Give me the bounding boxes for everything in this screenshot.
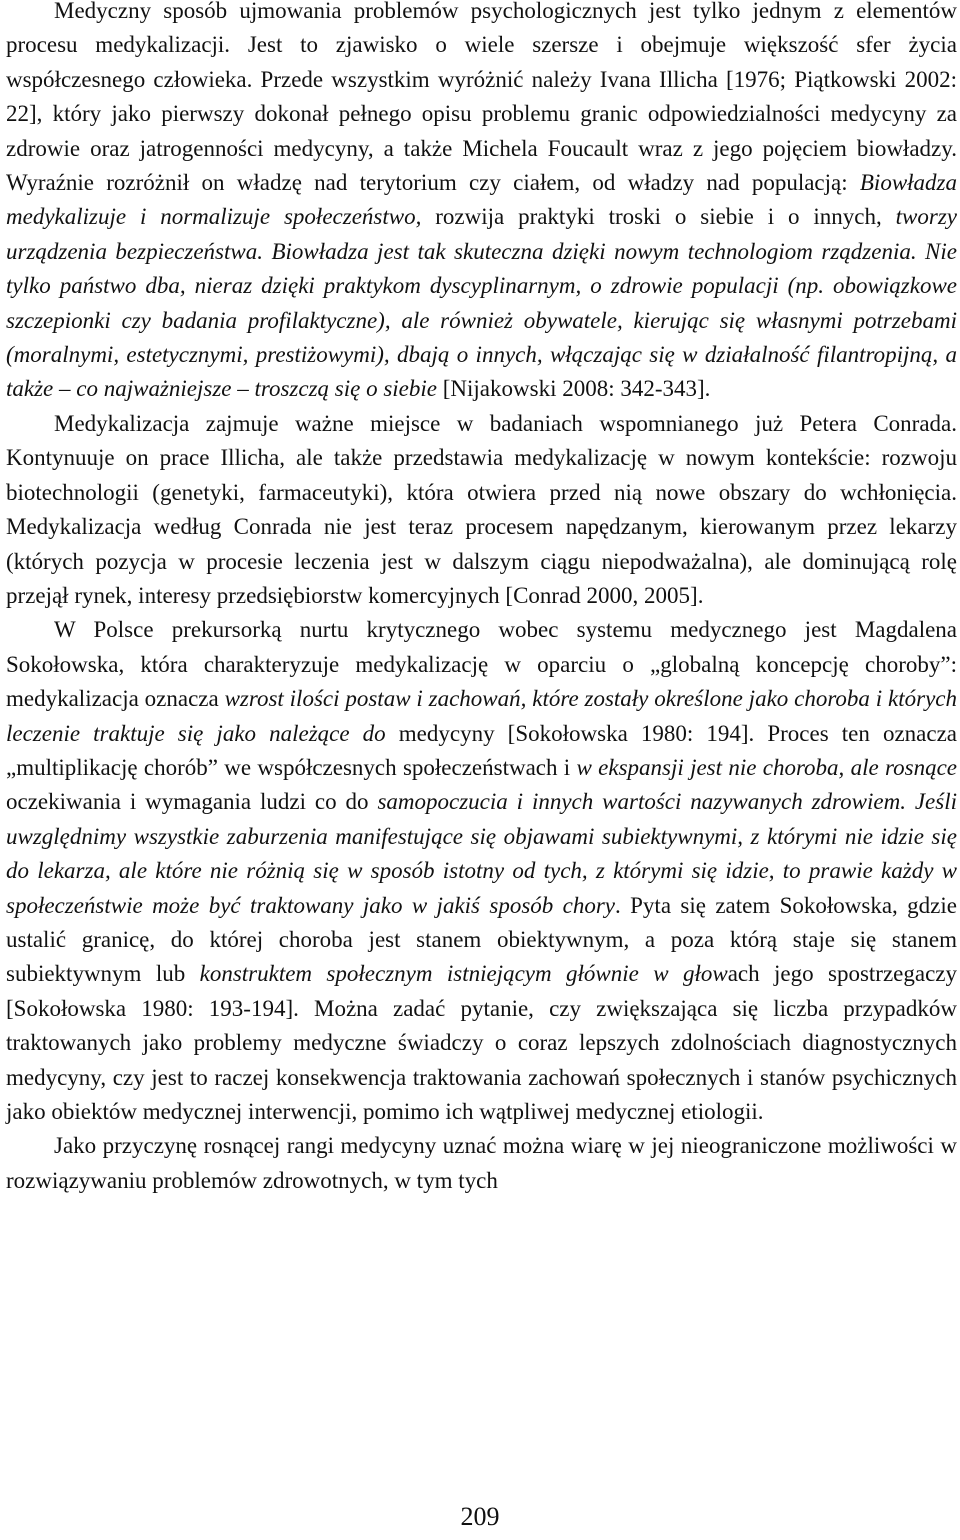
italic-text-run: Biowładza medykalizuje i normalizuje społeczeństwo, xyxy=(6,170,957,230)
document-page xyxy=(6,0,957,1540)
text-run: Medyczny sposób ujmowania problemów psychologicznych jest tylko jednym z elementów procesu medykalizacji. Jest to zjawisko o wiele szersze i obejmuje większość sfer życia współczesnego człowieka. Przede wszystkim wyróżnić należy Ivana Illicha [1976; Piątkowski 2002: 22], który jako pierwszy dokonał pełnego opisu problemu granic odpowiedzialności medycyny za zdrowie oraz jatrogenności medycyny, a także Michela Foucault wraz z jego pojęciem biowładzy. Wyraźnie rozróżnił on władzę nad terytorium czy ciałem, od władzy nad populacją: xyxy=(6,0,957,196)
text-run: W Polsce prekursorką nurtu krytycznego wobec systemu medycznego jest Magdalena Sokołowska, która charakteryzuje medykalizację w oparciu o „globalną koncepcję choroby”: medykalizacja oznacza xyxy=(6,617,957,712)
text-run: oczekiwania i wymagania ludzi co do xyxy=(6,789,378,815)
italic-text-run: wzrost ilości postaw i zachowań, które zostały określone jako choroba i których leczenie traktuje się jako należące do xyxy=(6,686,958,746)
page-number: 209 xyxy=(460,1502,500,1531)
italic-text-run: w ekspansji jest nie choroba, ale rosnące xyxy=(576,754,957,780)
text-run: Medykalizacja zajmuje ważne miejsce w badaniach wspomnianego już Petera Conrada. Kontynuuje on prace Illicha, ale także przedstawia medykalizację w nowym kontekście: rozwoju biotechnologii (genetyki, farmaceutyki), która otwiera przed nią nowe obszary do wchłonięcia. Medykalizacja według Conrada nie jest teraz procesem napędzanym, kierowanym przez lekarzy (których pozycja w procesie leczenia jest w dalszym ciągu niepodważalna), ale dominującą rolę przejął rynek, interesy przedsiębiorstw komercyjnych [Conrad 2000, 2005]. xyxy=(6,410,957,608)
text-run: Jako przyczynę rosnącej rangi medycyny uznać można wiarę w jej nieograniczone możliwości w rozwiązywaniu problemów zdrowotnych, w tym tych xyxy=(6,1133,957,1193)
paragraph-1 xyxy=(6,0,957,407)
italic-text-run: tworzy urządzenia bezpieczeństwa. Biowładza jest tak skuteczna dzięki nowym technologiom rządzenia. Nie tylko państwo dba, nieraz dzięki praktykom dyscyplinarnym, o zdrowie populacji (np. obowiązkowe szczepionki czy badania profilaktyczne), ale również obywatele, kierując się własnymi potrzebami (moralnymi, estetycznymi, prestiżowymi), dbają o innych, włączając się w działalność filantropijną, a także – co najważniejsze – troszczą się o siebie xyxy=(6,204,957,402)
text-run: [Nijakowski 2008: 342-343]. xyxy=(437,376,711,402)
paragraph-4 xyxy=(6,1129,957,1198)
italic-text-run: samopoczucia i innych wartości nazywanych zdrowiem. Jeśli uwzględnimy wszystkie zaburzenia manifestujące się objawami subiektywnymi, z którymi nie idzie się do lekarza, ale które nie różnią się w sposób istotny od tych, z którymi się idzie, to prawie każdy w społeczeństwie może być traktowany jako w jakiś sposób chory xyxy=(6,789,957,918)
text-run: . Pyta się zatem Sokołowska, gdzie ustalić granicę, do której choroba jest stanem obiektywnym, a poza którą staje się stanem subiektywnym lub xyxy=(6,892,957,987)
paragraph-2 xyxy=(6,407,957,613)
italic-text-run: konstruktem społecznym istniejącym głównie w głow xyxy=(199,961,728,987)
text-run: rozwija praktyki troski o siebie i o innych, xyxy=(421,204,896,230)
text-run: medycyny [Sokołowska 1980: 194]. Proces ten oznacza „multiplikację chorób” we współczesnych społeczeństwach i xyxy=(6,720,958,780)
text-run: ach jego spostrzegaczy [Sokołowska 1980: 193-194]. Można zadać pytanie, czy zwiększająca się liczba przypadków traktowanych jako problemy medyczne świadczy o coraz lepszych zdolnościach diagnostycznych medycyny, czy jest to raczej konsekwencja traktowania zachowań społecznych i stanów psychicznych jako obiektów medycznej interwencji, pomimo ich wątpliwej medycznej etiologii. xyxy=(6,961,957,1124)
paragraph-3 xyxy=(6,613,957,1129)
